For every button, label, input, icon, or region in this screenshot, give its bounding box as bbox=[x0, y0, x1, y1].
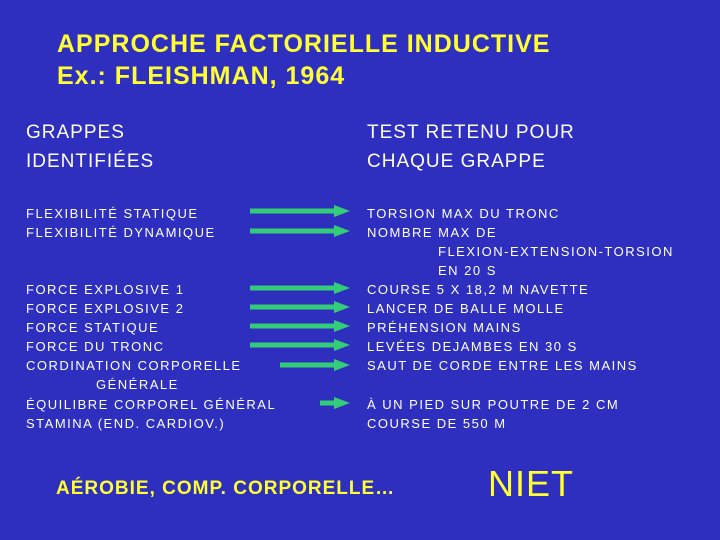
header-right-line-1: TEST RETENU POUR bbox=[367, 122, 575, 143]
left-item: GÉNÉRALE bbox=[96, 377, 179, 392]
right-item: NOMBRE MAX DE bbox=[367, 225, 498, 240]
right-item: COURSE DE 550 M bbox=[367, 416, 507, 431]
niet-label: NIET bbox=[488, 463, 575, 504]
left-item: CORDINATION CORPORELLE bbox=[26, 358, 242, 373]
arrow-right-icon bbox=[250, 205, 350, 217]
left-item: FORCE EXPLOSIVE 2 bbox=[26, 301, 185, 316]
header-left bbox=[26, 118, 154, 176]
arrow-right-icon bbox=[250, 339, 350, 351]
header-right-line-2: CHAQUE GRAPPE bbox=[367, 151, 546, 172]
left-item: FORCE STATIQUE bbox=[26, 320, 160, 335]
right-item: À UN PIED SUR POUTRE DE 2 CM bbox=[367, 397, 620, 412]
arrow-right-icon bbox=[320, 397, 350, 409]
arrow-right-icon bbox=[250, 225, 350, 237]
header-left-line-2: IDENTIFIÉES bbox=[26, 151, 155, 172]
arrow-right-icon bbox=[250, 282, 350, 294]
arrow-right-icon bbox=[280, 359, 350, 371]
arrow-right-icon bbox=[250, 320, 350, 332]
right-item: TORSION MAX DU TRONC bbox=[367, 206, 560, 221]
slide-title bbox=[57, 28, 550, 92]
right-item: LEVÉES DEJAMBES EN 30 S bbox=[367, 339, 578, 354]
title-line-2: Ex.: FLEISHMAN, 1964 bbox=[57, 62, 346, 90]
right-item: FLEXION-EXTENSION-TORSION bbox=[438, 244, 674, 259]
left-item: FORCE EXPLOSIVE 1 bbox=[26, 282, 185, 297]
right-item: SAUT DE CORDE ENTRE LES MAINS bbox=[367, 358, 638, 373]
right-item: LANCER DE BALLE MOLLE bbox=[367, 301, 565, 316]
header-right bbox=[367, 118, 575, 176]
left-item: FORCE DU TRONC bbox=[26, 339, 165, 354]
header-left-line-1: GRAPPES bbox=[26, 122, 125, 143]
arrow-right-icon bbox=[250, 301, 350, 313]
left-item: STAMINA (END. CARDIOV.) bbox=[26, 416, 226, 431]
right-item: EN 20 S bbox=[438, 263, 497, 278]
left-item: FLEXIBILITÉ STATIQUE bbox=[26, 206, 199, 221]
left-item: ÉQUILIBRE CORPOREL GÉNÉRAL bbox=[26, 397, 277, 412]
bottom-note: AÉROBIE, COMP. CORPORELLE… bbox=[56, 478, 396, 499]
right-item: COURSE 5 X 18,2 M NAVETTE bbox=[367, 282, 590, 297]
title-line-1: APPROCHE FACTORIELLE INDUCTIVE bbox=[57, 30, 551, 58]
left-item: FLEXIBILITÉ DYNAMIQUE bbox=[26, 225, 216, 240]
right-item: PRÉHENSION MAINS bbox=[367, 320, 522, 335]
